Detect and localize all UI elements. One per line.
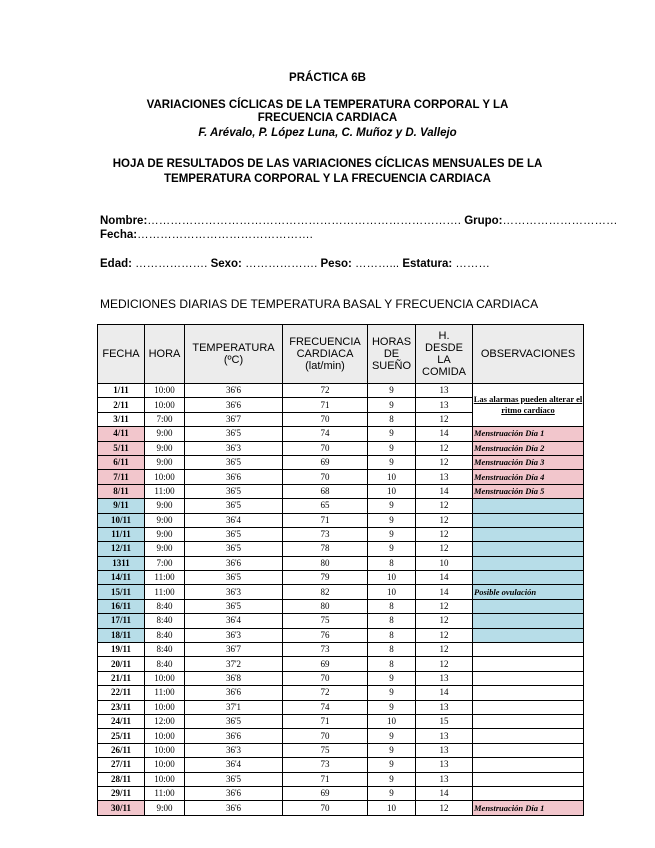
cell-frecuencia: 82	[283, 585, 368, 599]
cell-temperatura: 36'3	[185, 628, 283, 642]
cell-temperatura: 36'5	[185, 527, 283, 541]
table-body	[98, 384, 584, 816]
cell-hora: 9:00	[145, 427, 185, 441]
col-horas-line3: SUEÑO	[371, 360, 412, 372]
fecha-label: Fecha:	[100, 229, 138, 241]
cell-frecuencia: 70	[283, 441, 368, 455]
cell-fecha: 1/11	[98, 384, 145, 398]
table-row	[98, 585, 584, 599]
cell-fecha: 20/11	[98, 657, 145, 671]
cell-horas-sueno: 9	[368, 455, 416, 469]
cell-h-desde-comida: 12	[416, 455, 473, 469]
cell-fecha: 8/11	[98, 484, 145, 498]
cell-h-desde-comida: 14	[416, 571, 473, 585]
cell-fecha: 24/11	[98, 714, 145, 728]
sexo-field[interactable]: ……………….	[245, 258, 318, 270]
cell-h-desde-comida: 13	[416, 398, 473, 412]
table-row	[98, 499, 584, 513]
cell-observaciones: Menstruación Día 4	[473, 470, 584, 484]
nombre-grupo-line	[100, 215, 618, 227]
cell-h-desde-comida: 14	[416, 427, 473, 441]
cell-temperatura: 36'3	[185, 585, 283, 599]
cell-horas-sueno: 8	[368, 628, 416, 642]
cell-fecha: 9/11	[98, 499, 145, 513]
cell-h-desde-comida: 12	[416, 412, 473, 426]
cell-temperatura: 36'8	[185, 671, 283, 685]
col-frecuencia-line3: (lat/min)	[305, 360, 345, 372]
cell-frecuencia: 72	[283, 384, 368, 398]
cell-fecha: 4/11	[98, 427, 145, 441]
cell-h-desde-comida: 12	[416, 614, 473, 628]
cell-h-desde-comida: 12	[416, 441, 473, 455]
col-hdesde-line3: LA	[437, 354, 451, 366]
cell-horas-sueno: 9	[368, 671, 416, 685]
cell-observaciones	[473, 671, 584, 685]
cell-fecha: 6/11	[98, 455, 145, 469]
cell-fecha: 26/11	[98, 743, 145, 757]
cell-observaciones	[473, 599, 584, 613]
cell-fecha: 12/11	[98, 542, 145, 556]
cell-temperatura: 36'6	[185, 556, 283, 570]
cell-fecha: 19/11	[98, 643, 145, 657]
cell-hora: 7:00	[145, 412, 185, 426]
cell-frecuencia: 80	[283, 556, 368, 570]
cell-hora: 10:00	[145, 398, 185, 412]
cell-fecha: 10/11	[98, 513, 145, 527]
cell-h-desde-comida: 13	[416, 772, 473, 786]
cell-hora: 10:00	[145, 700, 185, 714]
cell-fecha: 22/11	[98, 686, 145, 700]
table-row	[98, 470, 584, 484]
cell-hora: 10:00	[145, 758, 185, 772]
cell-frecuencia: 65	[283, 499, 368, 513]
cell-observaciones	[473, 657, 584, 671]
cell-fecha: 28/11	[98, 772, 145, 786]
cell-observaciones: Menstruación Día 1	[473, 801, 584, 815]
col-hdesde-line4: COMIDA	[422, 366, 466, 378]
cell-horas-sueno: 9	[368, 513, 416, 527]
col-temperatura-line1: TEMPERATURA	[192, 342, 275, 354]
col-horas-sueno	[368, 325, 416, 384]
cell-temperatura: 36'3	[185, 441, 283, 455]
cell-horas-sueno: 10	[368, 484, 416, 498]
cell-fecha: 23/11	[98, 700, 145, 714]
cell-hora: 8:40	[145, 614, 185, 628]
cell-horas-sueno: 9	[368, 384, 416, 398]
cell-horas-sueno: 9	[368, 527, 416, 541]
cell-h-desde-comida: 12	[416, 527, 473, 541]
table-row	[98, 700, 584, 714]
subtitle-line-1: HOJA DE RESULTADOS DE LAS VARIACIONES CÍCLICAS MENSUALES DE LA	[112, 158, 543, 170]
cell-h-desde-comida: 12	[416, 628, 473, 642]
cell-horas-sueno: 10	[368, 585, 416, 599]
cell-horas-sueno: 8	[368, 599, 416, 613]
cell-observaciones-note	[473, 384, 584, 427]
cell-hora: 9:00	[145, 542, 185, 556]
col-hdesde-line1: H.	[438, 330, 450, 342]
cell-hora: 9:00	[145, 527, 185, 541]
table-row	[98, 671, 584, 685]
cell-horas-sueno: 9	[368, 686, 416, 700]
cell-frecuencia: 80	[283, 599, 368, 613]
cell-h-desde-comida: 14	[416, 484, 473, 498]
cell-hora: 10:00	[145, 729, 185, 743]
cell-observaciones	[473, 743, 584, 757]
cell-temperatura: 36'5	[185, 599, 283, 613]
cell-hora: 10:00	[145, 671, 185, 685]
table-row	[98, 384, 584, 398]
table-row	[98, 758, 584, 772]
cell-fecha: 15/11	[98, 585, 145, 599]
cell-h-desde-comida: 15	[416, 714, 473, 728]
cell-hora: 8:40	[145, 657, 185, 671]
cell-temperatura: 36'4	[185, 513, 283, 527]
cell-temperatura: 37'1	[185, 700, 283, 714]
cell-hora: 11:00	[145, 585, 185, 599]
cell-fecha: 2/11	[98, 398, 145, 412]
table-row	[98, 643, 584, 657]
cell-fecha: 11/11	[98, 527, 145, 541]
table-row	[98, 542, 584, 556]
cell-h-desde-comida: 12	[416, 643, 473, 657]
cell-horas-sueno: 9	[368, 700, 416, 714]
cell-h-desde-comida: 12	[416, 657, 473, 671]
cell-horas-sueno: 10	[368, 801, 416, 815]
cell-h-desde-comida: 14	[416, 786, 473, 800]
cell-h-desde-comida: 13	[416, 384, 473, 398]
cell-frecuencia: 70	[283, 671, 368, 685]
cell-frecuencia: 75	[283, 743, 368, 757]
cell-fecha: 14/11	[98, 571, 145, 585]
table-row	[98, 786, 584, 800]
cell-hora: 8:40	[145, 628, 185, 642]
col-frecuencia-line1: FRECUENCIA	[289, 336, 361, 348]
col-frecuencia	[283, 325, 368, 384]
cell-frecuencia: 71	[283, 772, 368, 786]
cell-temperatura: 36'6	[185, 786, 283, 800]
table-row	[98, 513, 584, 527]
nombre-field[interactable]: ……………………………………………………………………….	[147, 215, 461, 227]
cell-hora: 9:00	[145, 499, 185, 513]
cell-horas-sueno: 8	[368, 614, 416, 628]
cell-horas-sueno: 9	[368, 758, 416, 772]
cell-temperatura: 36'3	[185, 743, 283, 757]
cell-horas-sueno: 9	[368, 398, 416, 412]
cell-fecha: 3/11	[98, 412, 145, 426]
cell-hora: 8:40	[145, 599, 185, 613]
table-row	[98, 614, 584, 628]
cell-observaciones	[473, 527, 584, 541]
cell-temperatura: 36'5	[185, 571, 283, 585]
cell-observaciones	[473, 571, 584, 585]
edad-label: Edad:	[100, 258, 132, 270]
cell-h-desde-comida: 13	[416, 743, 473, 757]
practice-title: PRÁCTICA 6B	[289, 72, 366, 84]
cell-temperatura: 36'7	[185, 412, 283, 426]
cell-observaciones	[473, 772, 584, 786]
cell-horas-sueno: 10	[368, 470, 416, 484]
cell-hora: 11:00	[145, 686, 185, 700]
cell-h-desde-comida: 12	[416, 499, 473, 513]
cell-hora: 9:00	[145, 801, 185, 815]
table-row	[98, 657, 584, 671]
cell-observaciones	[473, 513, 584, 527]
cell-h-desde-comida: 12	[416, 599, 473, 613]
cell-temperatura: 36'5	[185, 542, 283, 556]
section-title: MEDICIONES DIARIAS DE TEMPERATURA BASAL Y FRECUENCIA CARDIACA	[100, 297, 539, 311]
cell-horas-sueno: 10	[368, 714, 416, 728]
cell-horas-sueno: 9	[368, 786, 416, 800]
cell-frecuencia: 70	[283, 729, 368, 743]
grupo-label: Grupo:	[464, 215, 503, 227]
sexo-label: Sexo:	[210, 258, 242, 270]
nombre-label: Nombre:	[100, 215, 148, 227]
cell-horas-sueno: 8	[368, 556, 416, 570]
col-hdesde-line2: DESDE	[425, 342, 463, 354]
fecha-line	[100, 229, 313, 241]
cell-observaciones	[473, 499, 584, 513]
table-row	[98, 571, 584, 585]
cell-fecha: 1311	[98, 556, 145, 570]
cell-fecha: 25/11	[98, 729, 145, 743]
cell-frecuencia: 69	[283, 786, 368, 800]
col-temperatura	[185, 325, 283, 384]
cell-temperatura: 36'6	[185, 729, 283, 743]
edad-field[interactable]: ……………….	[135, 258, 208, 270]
cell-frecuencia: 68	[283, 484, 368, 498]
cell-horas-sueno: 8	[368, 412, 416, 426]
cell-temperatura: 36'4	[185, 614, 283, 628]
cell-frecuencia: 74	[283, 700, 368, 714]
cell-temperatura: 36'5	[185, 427, 283, 441]
cell-observaciones	[473, 729, 584, 743]
cell-hora: 11:00	[145, 484, 185, 498]
cell-frecuencia: 76	[283, 628, 368, 642]
cell-hora: 10:00	[145, 384, 185, 398]
cell-fecha: 7/11	[98, 470, 145, 484]
table-row	[98, 427, 584, 441]
cell-temperatura: 36'4	[185, 758, 283, 772]
cell-observaciones	[473, 700, 584, 714]
table-row	[98, 801, 584, 815]
cell-h-desde-comida: 12	[416, 513, 473, 527]
cell-horas-sueno: 9	[368, 772, 416, 786]
personal-data-line	[100, 258, 490, 270]
cell-fecha: 5/11	[98, 441, 145, 455]
estatura-field[interactable]: ………	[455, 258, 490, 270]
cell-observaciones: Menstruación Día 1	[473, 427, 584, 441]
cell-hora: 8:40	[145, 643, 185, 657]
cell-frecuencia: 79	[283, 571, 368, 585]
cell-hora: 10:00	[145, 772, 185, 786]
cell-hora: 7:00	[145, 556, 185, 570]
sheet-subtitle	[0, 157, 655, 187]
cell-horas-sueno: 10	[368, 571, 416, 585]
cell-h-desde-comida: 13	[416, 758, 473, 772]
cell-observaciones	[473, 643, 584, 657]
cell-frecuencia: 72	[283, 686, 368, 700]
title-line-2: FRECUENCIA CARDIACA	[257, 112, 398, 124]
table-row	[98, 455, 584, 469]
cell-observaciones: Posible ovulación	[473, 585, 584, 599]
cell-h-desde-comida: 14	[416, 585, 473, 599]
cell-observaciones: Menstruación Día 3	[473, 455, 584, 469]
col-h-desde-comida	[416, 325, 473, 384]
col-observaciones: OBSERVACIONES	[473, 325, 584, 384]
cell-observaciones: Menstruación Día 5	[473, 484, 584, 498]
cell-h-desde-comida: 13	[416, 729, 473, 743]
cell-temperatura: 36'7	[185, 643, 283, 657]
cell-hora: 12:00	[145, 714, 185, 728]
cell-frecuencia: 73	[283, 527, 368, 541]
cell-temperatura: 36'6	[185, 470, 283, 484]
col-temperatura-line2: (ºC)	[223, 354, 244, 366]
cell-frecuencia: 74	[283, 427, 368, 441]
table-row	[98, 527, 584, 541]
cell-hora: 10:00	[145, 743, 185, 757]
cell-observaciones	[473, 542, 584, 556]
cell-hora: 11:00	[145, 786, 185, 800]
cell-horas-sueno: 9	[368, 729, 416, 743]
cell-temperatura: 36'5	[185, 714, 283, 728]
table-row	[98, 686, 584, 700]
cell-fecha: 27/11	[98, 758, 145, 772]
table-row	[98, 772, 584, 786]
cell-frecuencia: 71	[283, 513, 368, 527]
cell-frecuencia: 70	[283, 412, 368, 426]
table-row	[98, 556, 584, 570]
cell-observaciones	[473, 556, 584, 570]
cell-observaciones	[473, 614, 584, 628]
authors: F. Arévalo, P. López Luna, C. Muñoz y D. Vallejo	[198, 127, 457, 139]
cell-temperatura: 36'5	[185, 455, 283, 469]
col-hora: HORA	[145, 325, 185, 384]
cell-horas-sueno: 9	[368, 743, 416, 757]
cell-observaciones	[473, 758, 584, 772]
cell-observaciones	[473, 686, 584, 700]
measurements-table	[97, 324, 584, 816]
cell-fecha: 18/11	[98, 628, 145, 642]
table-row	[98, 484, 584, 498]
cell-horas-sueno: 9	[368, 499, 416, 513]
cell-frecuencia: 69	[283, 657, 368, 671]
grupo-field[interactable]: …………………………	[502, 215, 618, 227]
table-row	[98, 743, 584, 757]
cell-temperatura: 36'6	[185, 384, 283, 398]
cell-hora: 9:00	[145, 513, 185, 527]
cell-horas-sueno: 9	[368, 542, 416, 556]
cell-observaciones	[473, 786, 584, 800]
cell-h-desde-comida: 13	[416, 671, 473, 685]
col-horas-line2: DE	[383, 348, 400, 360]
cell-frecuencia: 78	[283, 542, 368, 556]
cell-hora: 9:00	[145, 441, 185, 455]
col-fecha: FECHA	[98, 325, 145, 384]
cell-h-desde-comida: 12	[416, 542, 473, 556]
cell-frecuencia: 73	[283, 758, 368, 772]
col-frecuencia-line2: CARDIACA	[296, 348, 354, 360]
cell-temperatura: 36'5	[185, 499, 283, 513]
cell-horas-sueno: 8	[368, 657, 416, 671]
fecha-field[interactable]: ……………………………………….	[137, 229, 313, 241]
cell-fecha: 30/11	[98, 801, 145, 815]
cell-temperatura: 36'5	[185, 772, 283, 786]
cell-temperatura: 36'6	[185, 686, 283, 700]
cell-fecha: 17/11	[98, 614, 145, 628]
cell-frecuencia: 69	[283, 455, 368, 469]
cell-hora: 9:00	[145, 455, 185, 469]
cell-hora: 10:00	[145, 470, 185, 484]
table-row	[98, 628, 584, 642]
table-row	[98, 599, 584, 613]
alarm-note: Las alarmas pueden alterar el ritmo cardíaco	[473, 394, 583, 416]
cell-temperatura: 36'5	[185, 484, 283, 498]
peso-field[interactable]: ………...	[355, 258, 400, 270]
cell-frecuencia: 70	[283, 470, 368, 484]
cell-observaciones	[473, 628, 584, 642]
cell-horas-sueno: 9	[368, 427, 416, 441]
table-row	[98, 729, 584, 743]
cell-frecuencia: 71	[283, 398, 368, 412]
cell-temperatura: 36'6	[185, 398, 283, 412]
cell-horas-sueno: 9	[368, 441, 416, 455]
document-title	[0, 99, 655, 125]
cell-fecha: 29/11	[98, 786, 145, 800]
cell-frecuencia: 75	[283, 614, 368, 628]
cell-observaciones	[473, 714, 584, 728]
cell-horas-sueno: 8	[368, 643, 416, 657]
cell-fecha: 16/11	[98, 599, 145, 613]
subtitle-line-2: TEMPERATURA CORPORAL Y LA FRECUENCIA CARDIACA	[164, 173, 491, 185]
cell-hora: 11:00	[145, 571, 185, 585]
cell-frecuencia: 70	[283, 801, 368, 815]
table-header-row	[98, 325, 584, 384]
cell-temperatura: 37'2	[185, 657, 283, 671]
cell-h-desde-comida: 13	[416, 700, 473, 714]
table-row	[98, 714, 584, 728]
cell-frecuencia: 73	[283, 643, 368, 657]
col-horas-line1: HORAS	[371, 336, 412, 348]
cell-h-desde-comida: 14	[416, 686, 473, 700]
cell-h-desde-comida: 13	[416, 470, 473, 484]
title-line-1: VARIACIONES CÍCLICAS DE LA TEMPERATURA CORPORAL Y LA	[146, 99, 509, 111]
cell-observaciones: Menstruación Día 2	[473, 441, 584, 455]
peso-label: Peso:	[320, 258, 352, 270]
cell-h-desde-comida: 12	[416, 801, 473, 815]
table-row	[98, 441, 584, 455]
cell-temperatura: 36'6	[185, 801, 283, 815]
cell-frecuencia: 71	[283, 714, 368, 728]
estatura-label: Estatura:	[402, 258, 453, 270]
cell-fecha: 21/11	[98, 671, 145, 685]
cell-h-desde-comida: 10	[416, 556, 473, 570]
